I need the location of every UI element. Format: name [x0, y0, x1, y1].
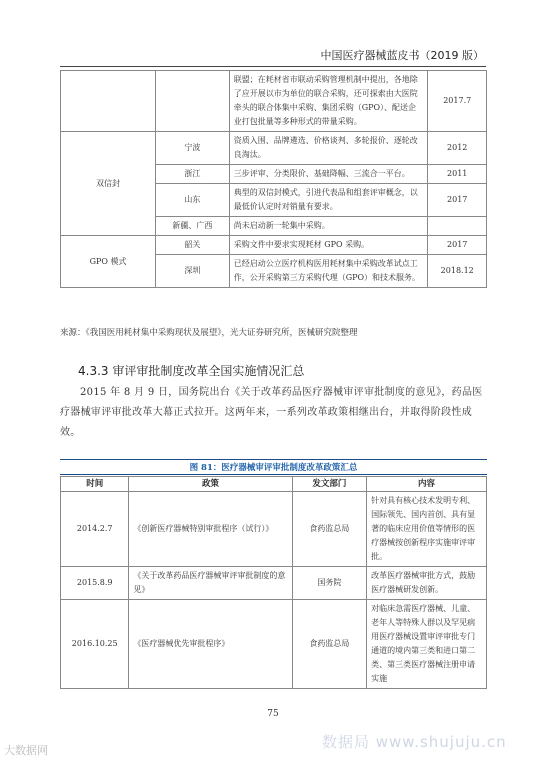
table-header-row — [61, 477, 487, 492]
table-cell-department: 食药监总局 — [292, 600, 367, 689]
column-header-department: 发文部门 — [292, 477, 367, 492]
figure-caption: 图 81：医疗器械审评审批制度改革政策汇总 — [189, 463, 358, 473]
table-cell-date — [428, 217, 487, 236]
page-number: 75 — [267, 709, 279, 719]
table-cell-policy: 《医疗器械优先审批程序》 — [129, 600, 292, 689]
table-cell-region: 深圳 — [156, 255, 230, 288]
table-row — [61, 132, 487, 165]
body-paragraph: 2015 年 8 月 9 日，国务院出台《关于改革药品医疗器械审评审批制度的意见》，药品医疗器械审评审批改革大幕正式拉开。这两年来，一系列改革政策相继出台，并取得阶段性成效。 — [60, 387, 483, 438]
policy-summary-table — [60, 476, 487, 689]
table-source-note: 来源：《我国医用耗材集中采购现状及展望》，光大证券研究所，医械研究院整理 — [60, 328, 358, 338]
section-heading: 4.3.3 审评审批制度改革全国实施情况汇总 — [78, 364, 305, 378]
table-cell-region: 浙江 — [156, 165, 230, 184]
table-cell-region — [156, 71, 230, 132]
table-cell-date: 2011 — [428, 165, 487, 184]
header-divider — [60, 66, 486, 67]
table-cell-date: 2018.12 — [428, 255, 487, 288]
table-cell-content: 采购文件中要求实现耗材 GPO 采购。 — [229, 236, 428, 255]
table-cell-region: 新疆、广西 — [156, 217, 230, 236]
watermark-right: 数据局 www.shujuju.cn — [322, 733, 507, 751]
table-cell-department: 国务院 — [292, 567, 367, 600]
table-cell-policy: 《创新医疗器械特别审批程序（试行）》 — [129, 492, 292, 567]
column-header-content: 内容 — [367, 477, 487, 492]
watermark-left: 大数据网 — [4, 744, 48, 757]
table-cell-category: 双信封 — [61, 132, 156, 236]
table-cell-department: 食药监总局 — [292, 492, 367, 567]
procurement-modes-table — [60, 70, 487, 288]
table-row — [61, 71, 487, 132]
table-cell-date: 2017 — [428, 236, 487, 255]
table-cell-date: 2012 — [428, 132, 487, 165]
table-cell-content: 三步评审、分类限价、基础降幅、三流合一平台。 — [229, 165, 428, 184]
table-cell-date: 2014.2.7 — [61, 492, 129, 567]
table-cell-content: 已经启动公立医疗机构医用耗材集中采购改革试点工作，公开采购第三方采购代理（GPO）和技术服务。 — [229, 255, 428, 288]
table-row — [61, 236, 487, 255]
table-cell-region: 宁波 — [156, 132, 230, 165]
table-cell-content: 针对具有核心技术发明专利、国际领先、国内首创、具有显著的临床应用价值等情形的医疗器械按创新程序实施审评审批。 — [367, 492, 487, 567]
table-cell-region: 韶关 — [156, 236, 230, 255]
table-cell-content: 改革医疗器械审批方式，鼓励医疗器械研发创新。 — [367, 567, 487, 600]
column-header-date: 时间 — [61, 477, 129, 492]
document-header-title: 中国医疗器械蓝皮书（2019 版） — [320, 49, 484, 62]
table-cell-content: 联盟；在耗材省市联动采购管理机制中提出，各地除了应开展以市为单位的联合采购，还可探索由大医院牵头的联合体集中采购、集团采购（GPO）、配送企业打包批量等多种形式的带量采购。 — [229, 71, 428, 132]
table-cell-category — [61, 71, 156, 132]
table-cell-content: 资质入围、品牌遴选、价格谈判、多轮报价、逐轮改良淘汰。 — [229, 132, 428, 165]
table-cell-content: 典型的双信封模式，引进代表品和组套评审概念，以最低价认定时对销量有要求。 — [229, 184, 428, 217]
table-cell-date: 2017 — [428, 184, 487, 217]
table-cell-content: 对临床急需医疗器械、儿童、老年人等特殊人群以及罕见病用医疗器械设置审评审批专门通道的境内第三类和进口第二类、第三类医疗器械注册申请实施 — [367, 600, 487, 689]
table-cell-category: GPO 模式 — [61, 236, 156, 288]
table-cell-date: 2016.10.25 — [61, 600, 129, 689]
table-row — [61, 492, 487, 567]
table-cell-content: 尚未启动新一轮集中采购。 — [229, 217, 428, 236]
table-cell-date: 2017.7 — [428, 71, 487, 132]
column-header-policy: 政策 — [129, 477, 292, 492]
table-row — [61, 600, 487, 689]
table-cell-region: 山东 — [156, 184, 230, 217]
table-row — [61, 567, 487, 600]
table-cell-policy: 《关于改革药品医疗器械审评审批制度的意见》 — [129, 567, 292, 600]
table-cell-date: 2015.8.9 — [61, 567, 129, 600]
